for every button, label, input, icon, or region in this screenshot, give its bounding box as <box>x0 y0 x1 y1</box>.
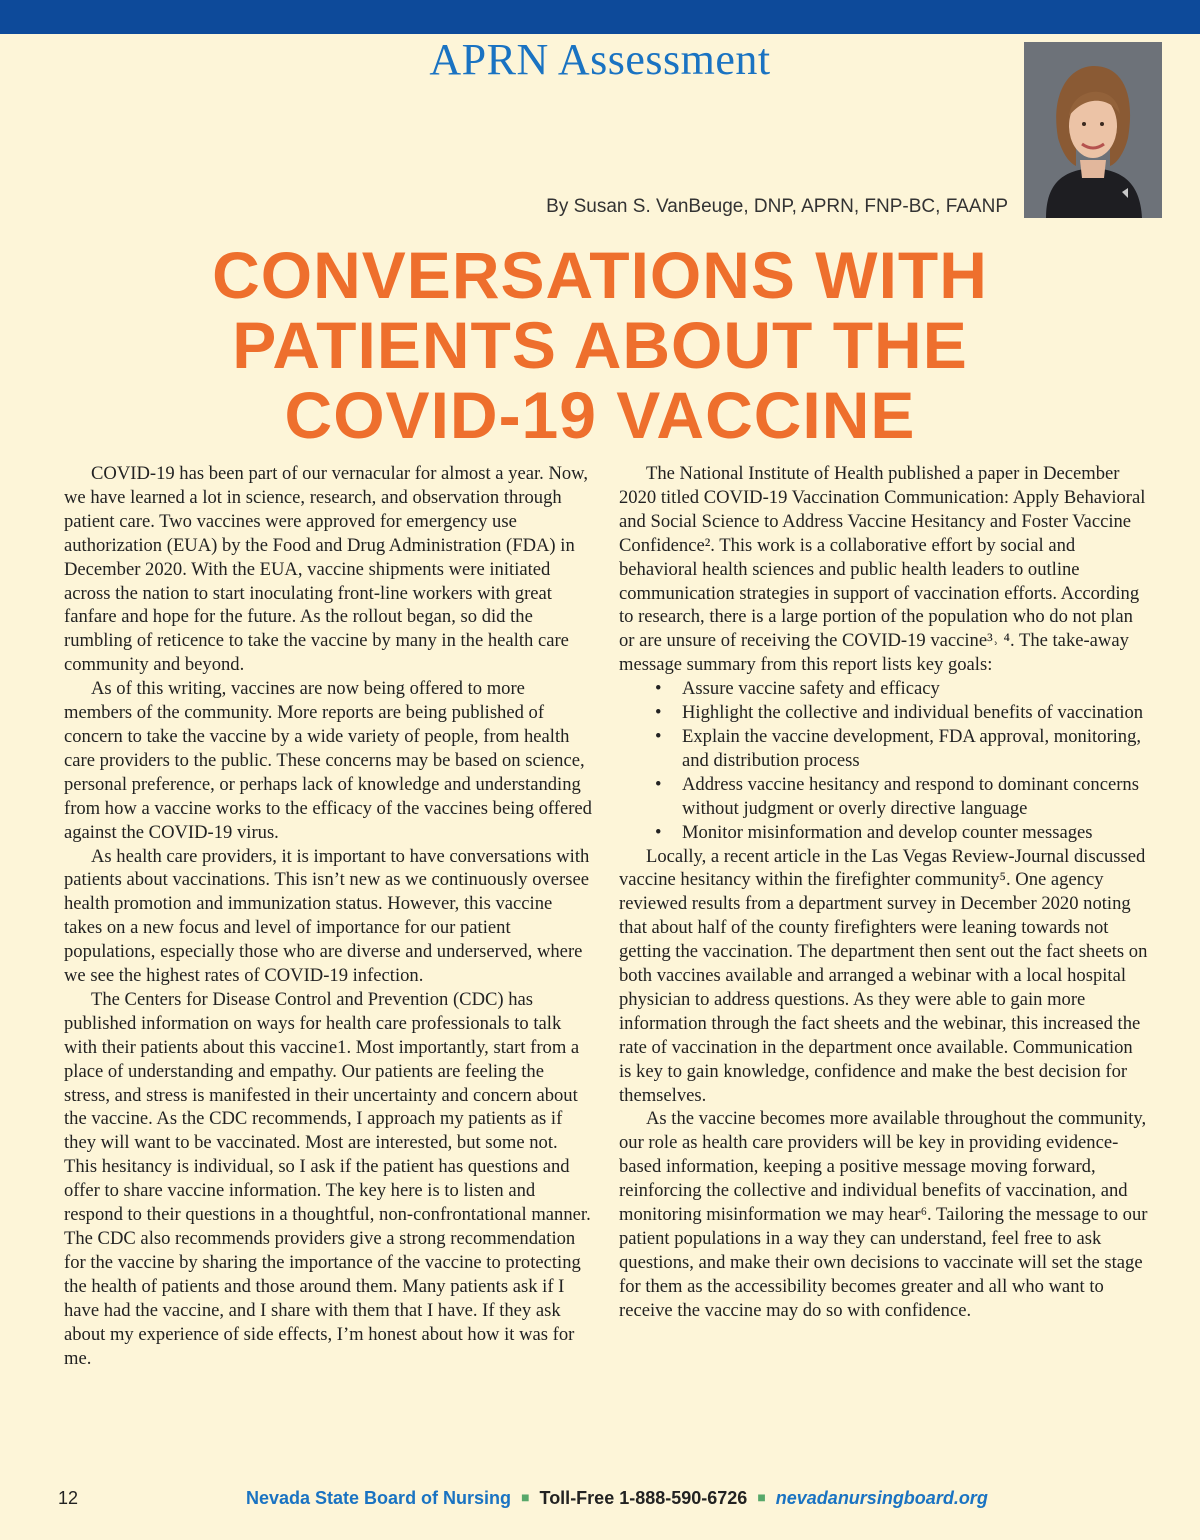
paragraph: As health care providers, it is important to have conversations with patients about vaccinations. This isn’t new as we continuously oversee health promotion and immunization status. However, this vaccine takes on a new focus and level of importance for our patient populations, especially those who are diverse and underserved, where we see the highest rates of COVID-19 infection. <box>64 845 590 987</box>
separator-square-icon: ■ <box>757 1489 766 1505</box>
paragraph: The National Institute of Health published a paper in December 2020 titled COVID-19 Vaccination Communication: Apply Behavioral and Social Science to Address Vaccine Hesitancy and Foster Vaccine Confidence². This work is a collaborative effort by social and behavioral health sciences and public health leaders to outline communication strategies in support of vaccination efforts. According to research, there is a large portion of the population who do not plan or are unsure of receiving the COVID-19 vaccine³˒ ⁴. The take-away message summary from this report lists key goals: <box>619 463 1146 676</box>
paragraph: Locally, a recent article in the Las Vegas Review-Journal discussed vaccine hesitancy within the firefighter community⁵. One agency reviewed results from a department survey in December 2020 noting that about half of the county firefighters were leaning towards not getting the vaccination. The department then sent out the fact sheets on both vaccines available and arranged a webinar with a local hospital physician to address questions. As they were able to gain more information through the fact sheets and the webinar, this increased the rate of vaccination in the department once available. Communication is key to gain knowledge, confidence and make the best decision for themselves. <box>619 845 1148 1106</box>
footer-phone: Toll-Free 1-888-590-6726 <box>539 1488 748 1508</box>
headline-line-2: PATIENTS ABOUT THE <box>232 308 968 382</box>
separator-square-icon: ■ <box>521 1489 530 1505</box>
page-footer <box>0 1486 1200 1516</box>
footer-website-link[interactable]: nevadanursingboard.org <box>775 1488 988 1508</box>
goals-list <box>619 677 1149 844</box>
headline-line-3: COVID-19 VACCINE <box>284 378 916 452</box>
headline-line-1: CONVERSATIONS WITH <box>212 238 988 312</box>
page-number: 12 <box>58 1488 79 1508</box>
list-item: • Assure vaccine safety and efficacy <box>682 677 1149 701</box>
list-item: • Monitor misinformation and develop counter messages <box>682 821 1149 845</box>
list-item: • Explain the vaccine development, FDA approval, monitoring, and distribution process <box>682 725 1149 773</box>
author-photo <box>1024 42 1162 218</box>
byline: By Susan S. VanBeuge, DNP, APRN, FNP-BC, FAANP <box>546 196 1008 217</box>
left-column <box>64 462 594 1370</box>
top-bar <box>0 0 1200 34</box>
right-column <box>619 462 1149 1323</box>
section-title: APRN Assessment <box>429 35 771 84</box>
paragraph: As the vaccine becomes more available throughout the community, our role as health care providers will be key in providing evidence-based information, keeping a positive message moving forward, reinforcing the collective and individual benefits of vaccination, and monitoring misinformation we may hear⁶. Tailoring the message to our patient populations in a way they can understand, feel free to ask questions, and make their own decisions to vaccinate will set the stage for them as the accessibility becomes greater and all who want to receive the vaccine may do so with confidence. <box>619 1108 1148 1321</box>
author-portrait-image <box>1024 42 1162 218</box>
paragraph: As of this writing, vaccines are now being offered to more members of the community. More reports are being published of concern to take the vaccine by a wide variety of people, from health care providers to the public. These concerns may be based on science, personal preference, or perhaps lack of knowledge and understanding from how a vaccine works to the efficacy of the vaccines being offered against the COVID-19 virus. <box>64 678 592 843</box>
footer-info <box>246 1488 988 1509</box>
list-item: • Address vaccine hesitancy and respond to dominant concerns without judgment or overly directive language <box>682 773 1149 821</box>
list-item: • Highlight the collective and individual benefits of vaccination <box>682 701 1149 725</box>
paragraph: COVID-19 has been part of our vernacular for almost a year. Now, we have learned a lot in science, research, and observation through patient care. Two vaccines were approved for emergency use authorization (EUA) by the Food and Drug Administration (FDA) in December 2020. With the EUA, vaccine shipments were initiated across the nation to start inoculating front-line workers with great fanfare and hope for the future. As the rollout began, so did the rumbling of reticence to take the vaccine by many in the health care community and beyond. <box>64 463 589 676</box>
footer-org-name: Nevada State Board of Nursing <box>246 1488 512 1508</box>
article-headline <box>0 240 1200 450</box>
paragraph: The Centers for Disease Control and Prevention (CDC) has published information on ways for health care professionals to talk with their patients about this vaccine1. Most importantly, start from a place of understanding and empathy. Our patients are feeling the stress, and stress is manifested in their uncertainty and concern about the vaccine. As the CDC recommends, I approach my patients as if they will want to be vaccinated. Most are interested, but some not. This hesitancy is individual, so I ask if the patient has questions and offer to share vaccine information. The key here is to listen and respond to their questions in a thoughtful, non-confrontational manner. The CDC also recommends providers give a strong recommendation for the vaccine by sharing the importance of the vaccine to protecting the health of patients and those around them. Many patients ask if I have had the vaccine, and I share with them that I have. If they ask about my experience of side effects, I’m honest about how it was for me. <box>64 988 591 1369</box>
